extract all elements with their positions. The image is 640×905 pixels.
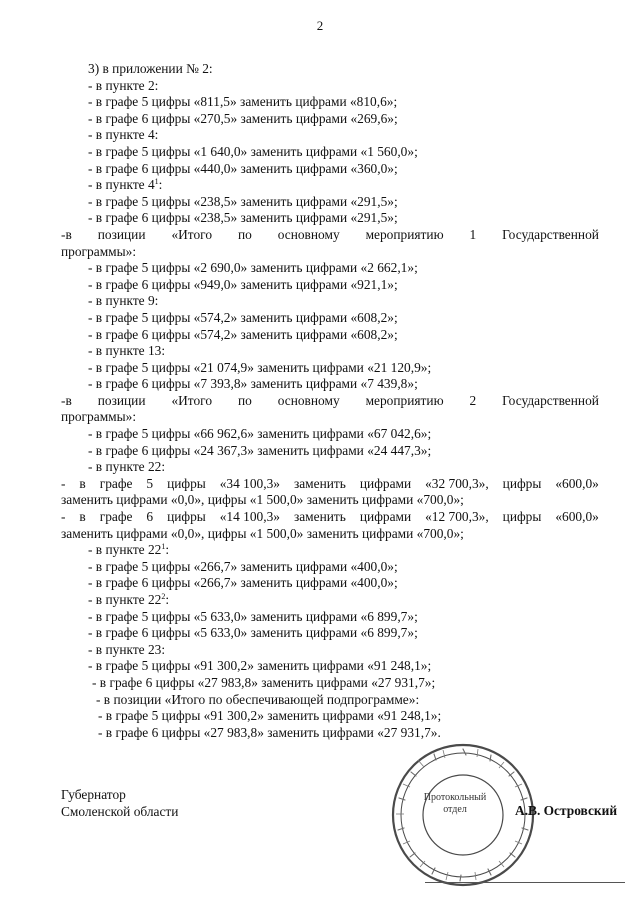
text-line: [61, 426, 599, 443]
text-line: [61, 476, 599, 493]
text-line: [61, 78, 599, 95]
text-word: -: [61, 475, 66, 491]
text-line-content: - в графе 6 цифры «270,5» заменить цифрами «269,6»;: [88, 110, 398, 126]
text-line-content: - в пункте 4: [88, 177, 155, 193]
text-line-content: - в графе 5 цифры «2 690,0» заменить цифрами «2 662,1»;: [88, 260, 418, 276]
text-line-content: - в пункте 23:: [88, 641, 166, 657]
text-line: [61, 459, 599, 476]
text-word: мероприятию: [365, 226, 444, 242]
text-line: [61, 509, 599, 526]
text-word: «12 700,3»,: [425, 509, 489, 525]
text-word: графе: [99, 509, 133, 525]
text-line: [61, 609, 599, 626]
text-word: цифрами: [359, 475, 412, 491]
document-body: [61, 61, 599, 741]
text-line-content: - в графе 5 цифры «5 633,0» заменить цифрами «6 899,7»;: [88, 608, 418, 624]
text-line: [61, 559, 599, 576]
text-word: цифры: [167, 509, 206, 525]
text-word: 2: [469, 392, 477, 408]
text-line-suffix: :: [158, 177, 163, 193]
text-line: [61, 658, 599, 675]
text-line: [61, 277, 599, 294]
text-line: [61, 360, 599, 377]
text-line-content: - в графе 6 цифры «266,7» заменить цифрами «400,0»;: [88, 575, 398, 591]
text-line-content: - в графе 5 цифры «811,5» заменить цифрами «810,6»;: [88, 94, 398, 110]
text-line: [61, 227, 599, 244]
text-word: «Итого: [171, 392, 213, 408]
text-word: позиции: [97, 392, 146, 408]
text-line: [61, 327, 599, 344]
superscript-index: 1: [154, 177, 159, 187]
text-line: [61, 625, 599, 642]
text-line: [61, 343, 599, 360]
text-line-content: - в позиции «Итого по обеспечивающей подпрограмме»:: [96, 691, 420, 707]
text-line-content: - в графе 6 цифры «27 983,8» заменить цифрами «27 931,7»;: [92, 674, 436, 690]
text-line-content: - в графе 6 цифры «7 393,8» заменить цифрами «7 439,8»;: [88, 376, 418, 392]
text-word: заменить: [293, 509, 346, 525]
text-line: [61, 127, 599, 144]
text-word: заменить: [293, 475, 346, 491]
text-word: «Итого: [171, 226, 213, 242]
text-line-content: - в пункте 9:: [88, 293, 159, 309]
text-line: [61, 725, 599, 742]
text-line: [61, 526, 599, 543]
signature-title-line-2: Смоленской области: [61, 803, 179, 819]
text-line-content: - в графе 6 цифры «238,5» заменить цифрами «291,5»;: [88, 210, 398, 226]
text-word: цифрами: [359, 509, 412, 525]
text-line: [61, 542, 599, 559]
superscript-index: 1: [161, 542, 166, 552]
text-line: [61, 592, 599, 609]
text-line-content: 3) в приложении № 2:: [88, 61, 213, 76]
signature-name: А.В. Островский: [515, 803, 618, 818]
text-line-content: - в графе 6 цифры «27 983,8» заменить цифрами «27 931,7».: [98, 724, 441, 740]
text-line-content: - в пункте 13:: [88, 343, 166, 359]
text-line-content: - в графе 5 цифры «91 300,2» заменить цифрами «91 248,1»;: [98, 708, 442, 724]
text-line: [61, 94, 599, 111]
text-line: [61, 260, 599, 277]
text-word: Государственной: [502, 392, 599, 408]
text-word: в: [79, 509, 86, 525]
text-line: [61, 61, 599, 78]
text-line: [61, 393, 599, 410]
text-line-content: - в графе 6 цифры «574,2» заменить цифрами «608,2»;: [88, 326, 398, 342]
text-line-content: заменить цифрами «0,0», цифры «1 500,0» заменить цифрами «700,0»;: [61, 525, 464, 541]
text-line-suffix: :: [165, 592, 170, 607]
text-line-content: - в пункте 22: [88, 542, 162, 558]
text-word: «600,0»: [555, 509, 599, 525]
text-word: «600,0»: [555, 475, 599, 491]
text-line-content: - в графе 5 цифры «21 074,9» заменить цифрами «21 120,9»;: [88, 359, 432, 375]
text-line-suffix: :: [165, 542, 170, 558]
text-word: основному: [277, 392, 340, 408]
text-word: цифры: [502, 509, 542, 525]
text-word: -: [61, 509, 66, 525]
stamp-center-text: [420, 792, 490, 816]
text-line-content: - в пункте 4:: [88, 127, 159, 143]
text-word: -в: [61, 226, 72, 242]
text-word: по: [237, 392, 252, 408]
text-word: мероприятию: [365, 392, 444, 408]
text-word: графе: [99, 475, 133, 491]
text-line-content: - в пункте 2:: [88, 77, 159, 93]
stamp-center-line-1: Протокольный: [423, 792, 487, 803]
text-line-content: - в графе 5 цифры «1 640,0» заменить цифрами «1 560,0»;: [88, 143, 418, 159]
text-word: в: [79, 475, 86, 491]
text-line: [61, 692, 599, 709]
text-line: [61, 492, 599, 509]
text-line: [61, 177, 599, 194]
signature-title: [61, 787, 178, 820]
text-line: [61, 144, 599, 161]
text-line: [61, 244, 599, 261]
text-line: [61, 210, 599, 227]
text-line: [61, 708, 599, 725]
text-line-content: - в пункте 22:: [88, 459, 166, 475]
text-line: [61, 642, 599, 659]
text-line-content: - в графе 5 цифры «91 300,2» заменить цифрами «91 248,1»;: [88, 658, 432, 674]
text-line: [61, 675, 599, 692]
text-line-content: программы»:: [61, 409, 137, 425]
text-word: Государственной: [502, 226, 599, 242]
text-line-content: - в графе 6 цифры «24 367,3» заменить цифрами «24 447,3»;: [88, 442, 432, 458]
text-line-content: - в графе 6 цифры «5 633,0» заменить цифрами «6 899,7»;: [88, 625, 418, 641]
bottom-rule: [425, 882, 625, 883]
stamp-center-line-2: отдел: [443, 804, 467, 815]
text-line-content: - в пункте 22: [88, 592, 162, 607]
text-line-content: программы»:: [61, 243, 137, 259]
text-word: 6: [146, 509, 154, 525]
text-line: [61, 111, 599, 128]
signature-title-line-1: Губернатор: [61, 787, 126, 802]
text-line: [61, 409, 599, 426]
text-line: [61, 161, 599, 178]
text-line: [61, 575, 599, 592]
text-word: «14 100,3»: [219, 509, 280, 525]
page-number: 2: [316, 18, 324, 33]
text-line-content: - в графе 5 цифры «238,5» заменить цифрами «291,5»;: [88, 193, 398, 209]
text-line-content: - в графе 6 цифры «949,0» заменить цифрами «921,1»;: [88, 276, 398, 292]
text-line-content: - в графе 6 цифры «440,0» заменить цифрами «360,0»;: [88, 160, 398, 176]
text-word: по: [237, 226, 252, 242]
text-word: позиции: [97, 226, 146, 242]
text-line-content: - в графе 5 цифры «66 962,6» заменить цифрами «67 042,6»;: [88, 426, 432, 442]
text-word: «32 700,3»,: [425, 475, 489, 491]
text-line: [61, 310, 599, 327]
text-line-content: - в графе 5 цифры «266,7» заменить цифрами «400,0»;: [88, 558, 398, 574]
text-word: -в: [61, 392, 72, 408]
text-word: «34 100,3»: [219, 475, 280, 491]
text-word: цифры: [167, 475, 206, 491]
text-word: основному: [277, 226, 340, 242]
text-line: [61, 194, 599, 211]
superscript-index: 2: [161, 592, 166, 601]
text-word: 1: [469, 226, 477, 242]
text-word: 5: [146, 475, 154, 491]
text-line-content: - в графе 5 цифры «574,2» заменить цифрами «608,2»;: [88, 309, 398, 325]
text-line-content: заменить цифрами «0,0», цифры «1 500,0» заменить цифрами «700,0»;: [61, 492, 464, 508]
text-line: [61, 376, 599, 393]
text-line: [61, 443, 599, 460]
text-line: [61, 293, 599, 310]
text-word: цифры: [502, 475, 542, 491]
